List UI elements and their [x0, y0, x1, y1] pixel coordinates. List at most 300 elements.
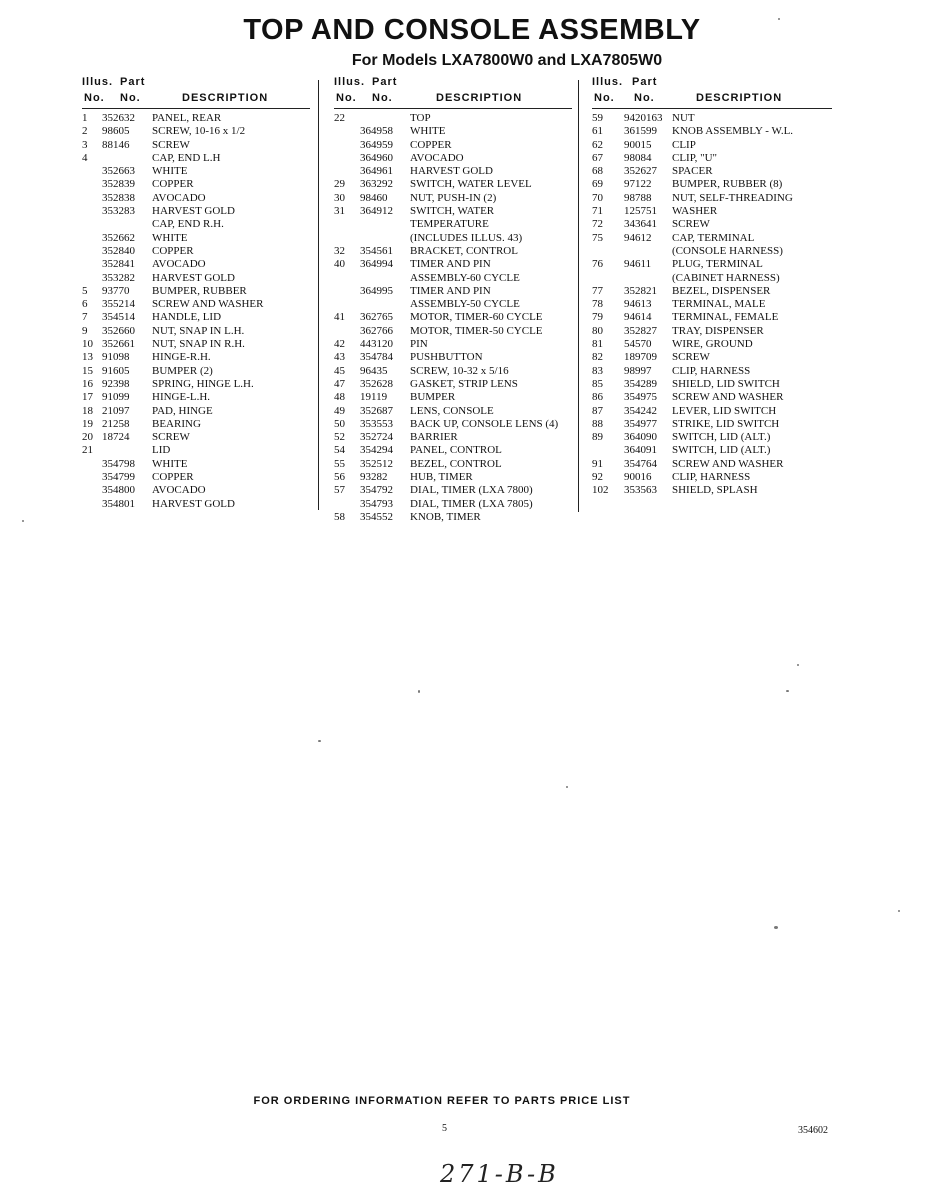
table-row: [334, 112, 572, 125]
part-description: SPRING, HINGE L.H.: [152, 377, 254, 390]
part-description: TOP: [410, 112, 431, 124]
table-row: [334, 405, 572, 418]
scan-speck: [566, 786, 568, 788]
part-description: PLUG, TERMINAL: [672, 258, 763, 271]
part-description: KNOB ASSEMBLY - W.L.: [672, 125, 794, 138]
table-row: [592, 205, 832, 218]
illus-number: 67: [592, 151, 603, 164]
illus-number: 40: [334, 258, 345, 271]
table-row: [334, 165, 572, 178]
part-description: COPPER: [410, 138, 452, 151]
table-row: [82, 178, 310, 191]
part-description: TEMPERATURE: [410, 218, 489, 231]
scan-speck: [774, 926, 778, 929]
table-row: [82, 431, 310, 444]
illus-number: 76: [592, 258, 603, 271]
part-number: 364961: [360, 165, 393, 178]
part-number: 352663: [102, 165, 135, 178]
illus-number: 61: [592, 125, 603, 138]
part-number: 94612: [624, 231, 652, 244]
scan-speck: [786, 690, 789, 692]
handwritten-note: 271-B-B: [440, 1160, 559, 1188]
table-row: [592, 178, 832, 191]
illus-number: 43: [334, 351, 345, 364]
illus-number: 92: [592, 471, 603, 484]
table-row: [334, 125, 572, 138]
part-number: 354784: [360, 351, 393, 364]
part-number: 98605: [102, 125, 130, 138]
table-row: [82, 471, 310, 484]
table-row: [592, 112, 832, 125]
part-description: CLIP, HARNESS: [672, 364, 751, 377]
part-number: 88146: [102, 138, 130, 151]
part-label: Part: [372, 76, 398, 88]
table-row: [592, 192, 832, 205]
part-number: 354764: [624, 457, 657, 470]
part-description: ASSEMBLY-60 CYCLE: [410, 271, 520, 284]
part-description: CLIP, "U": [672, 151, 718, 164]
part-number: 354792: [360, 484, 393, 497]
table-row: [82, 205, 310, 218]
part-number: 354799: [102, 471, 135, 484]
table-row: [82, 484, 310, 497]
table-row: [592, 391, 832, 404]
part-description: HANDLE, LID: [152, 311, 222, 324]
part-description: BUMPER, RUBBER (8): [672, 178, 783, 191]
table-row: [82, 391, 310, 404]
illus-number: 49: [334, 404, 345, 417]
part-description: SCREW, 10-16 x 1/2: [152, 125, 246, 138]
table-row: [82, 378, 310, 391]
part-number: 90015: [624, 138, 652, 151]
part-description: (CONSOLE HARNESS): [672, 244, 783, 257]
part-description: COPPER: [152, 244, 194, 257]
part-no-label: No.: [120, 92, 141, 104]
part-description: BACK UP, CONSOLE LENS (4): [410, 417, 559, 430]
scan-speck: [898, 910, 900, 912]
part-description: MOTOR, TIMER-50 CYCLE: [410, 324, 543, 337]
part-number: 21258: [102, 417, 130, 430]
part-description: WHITE: [152, 165, 188, 178]
part-description: NUT, PUSH-IN (2): [410, 191, 497, 204]
table-row: [592, 378, 832, 391]
illus-number: 2: [82, 125, 88, 138]
part-number: 97122: [624, 178, 652, 191]
part-description: BEZEL, DISPENSER: [672, 284, 771, 297]
part-number: 98997: [624, 364, 652, 377]
table-row: [82, 285, 310, 298]
illus-no-label: No.: [594, 92, 615, 104]
part-description: BEARING: [152, 417, 201, 430]
part-number: 343641: [624, 218, 657, 231]
part-description: LEVER, LID SWITCH: [672, 404, 777, 417]
part-description: AVOCADO: [152, 258, 206, 271]
part-description: DIAL, TIMER (LXA 7800): [410, 484, 533, 497]
illus-number: 13: [82, 351, 93, 364]
part-number: 352662: [102, 231, 135, 244]
table-row: [592, 258, 832, 271]
scan-speck: [22, 520, 24, 522]
part-description: AVOCADO: [152, 484, 206, 497]
table-row: [592, 471, 832, 484]
part-description: KNOB, TIMER: [410, 510, 481, 523]
illus-number: 69: [592, 178, 603, 191]
part-description: NUT, SNAP IN R.H.: [152, 338, 245, 351]
part-description: SCREW: [672, 351, 710, 364]
document-number: 354602: [798, 1125, 828, 1136]
part-description: HARVEST GOLD: [410, 165, 493, 178]
illus-number: 91: [592, 457, 603, 470]
part-description: (CABINET HARNESS): [672, 271, 780, 284]
illus-number: 31: [334, 205, 345, 218]
table-row: [334, 298, 572, 311]
illus-number: 50: [334, 417, 345, 430]
table-row: [82, 338, 310, 351]
part-description: HARVEST GOLD: [152, 497, 235, 510]
table-row: [592, 458, 832, 471]
illus-number: 30: [334, 191, 345, 204]
illus-number: 70: [592, 191, 603, 204]
scan-speck: [318, 740, 321, 742]
part-description: STRIKE, LID SWITCH: [672, 417, 780, 430]
table-row: [592, 139, 832, 152]
part-description: WIRE, GROUND: [672, 338, 753, 351]
part-description: SCREW AND WASHER: [152, 298, 264, 311]
table-row: [592, 272, 832, 285]
illus-label: Illus.: [82, 76, 114, 88]
part-description: COPPER: [152, 471, 194, 484]
table-row: [82, 218, 310, 231]
table-row: [82, 139, 310, 152]
illus-number: 3: [82, 138, 88, 151]
part-number: 362765: [360, 311, 393, 324]
table-row: [592, 285, 832, 298]
illus-no-label: No.: [336, 92, 357, 104]
part-number: 189709: [624, 351, 657, 364]
part-description: HARVEST GOLD: [152, 205, 235, 218]
illus-number: 58: [334, 510, 345, 523]
part-number: 93282: [360, 471, 388, 484]
part-description: SHIELD, SPLASH: [672, 484, 758, 497]
illus-number: 87: [592, 404, 603, 417]
table-row: [334, 471, 572, 484]
illus-label: Illus.: [334, 76, 366, 88]
table-row: [334, 431, 572, 444]
illus-number: 19: [82, 417, 93, 430]
illus-number: 9: [82, 324, 88, 337]
part-description: SCREW: [672, 218, 710, 231]
table-row: [82, 365, 310, 378]
ordering-note: FOR ORDERING INFORMATION REFER TO PARTS PRICE LIST: [253, 1095, 631, 1107]
illus-number: 86: [592, 391, 603, 404]
table-row: [82, 125, 310, 138]
table-row: [82, 458, 310, 471]
part-description: CLIP, HARNESS: [672, 471, 751, 484]
part-description: NUT: [672, 112, 695, 124]
part-description: GASKET, STRIP LENS: [410, 377, 518, 390]
part-number: 354289: [624, 377, 657, 390]
illus-number: 78: [592, 298, 603, 311]
part-description: CLIP: [672, 138, 696, 151]
part-number: 90016: [624, 471, 652, 484]
part-description: CAP, END R.H.: [152, 218, 224, 231]
illus-number: 7: [82, 311, 88, 324]
part-description: SWITCH, WATER: [410, 205, 495, 218]
illus-number: 80: [592, 324, 603, 337]
scan-speck: [778, 18, 780, 20]
illus-number: 54: [334, 444, 345, 457]
illus-number: 42: [334, 338, 345, 351]
table-row: [334, 178, 572, 191]
illus-number: 18: [82, 404, 93, 417]
part-number: 364912: [360, 205, 393, 218]
part-number: 94611: [624, 258, 652, 271]
part-number: 354977: [624, 417, 657, 430]
part-number: 352687: [360, 404, 393, 417]
part-description: SCREW: [152, 138, 190, 151]
part-number: 98084: [624, 151, 652, 164]
part-number: 352821: [624, 284, 657, 297]
header-rule: [334, 108, 572, 109]
part-number: 96435: [360, 364, 388, 377]
page-title: TOP AND CONSOLE ASSEMBLY: [243, 14, 701, 46]
scan-speck: [418, 690, 420, 693]
part-number: 352841: [102, 258, 135, 271]
table-row: [334, 511, 572, 524]
illus-number: 22: [334, 112, 345, 124]
table-row: [592, 338, 832, 351]
table-row: [82, 351, 310, 364]
illus-number: 52: [334, 431, 345, 444]
table-row: [334, 484, 572, 497]
part-label: Part: [120, 76, 146, 88]
part-description: BARRIER: [410, 431, 458, 444]
part-number: 91605: [102, 364, 130, 377]
table-row: [592, 405, 832, 418]
part-description: WHITE: [152, 231, 188, 244]
header-rule: [82, 108, 310, 109]
table-row: [82, 152, 310, 165]
part-description: SCREW AND WASHER: [672, 457, 784, 470]
table-row: [334, 258, 572, 271]
part-description: BUMPER (2): [152, 364, 213, 377]
part-number: 364959: [360, 138, 393, 151]
illus-number: 1: [82, 112, 88, 124]
table-row: [82, 232, 310, 245]
table-row: [82, 192, 310, 205]
part-description: PANEL, CONTROL: [410, 444, 502, 457]
illus-number: 16: [82, 377, 93, 390]
table-row: [592, 218, 832, 231]
part-description: CAP, END L.H: [152, 151, 221, 164]
table-row: [592, 311, 832, 324]
part-description: SHIELD, LID SWITCH: [672, 377, 780, 390]
part-number: 354514: [102, 311, 135, 324]
table-row: [592, 152, 832, 165]
part-number: 94614: [624, 311, 652, 324]
illus-number: 45: [334, 364, 345, 377]
part-description: AVOCADO: [410, 151, 464, 164]
part-number: 364994: [360, 258, 393, 271]
part-description: TERMINAL, MALE: [672, 298, 766, 311]
table-row: [592, 484, 832, 497]
page-subtitle: For Models LXA7800W0 and LXA7805W0: [351, 52, 663, 69]
table-row: [82, 498, 310, 511]
part-number: 91099: [102, 391, 130, 404]
part-description: CAP, TERMINAL: [672, 231, 755, 244]
illus-number: 79: [592, 311, 603, 324]
illus-number: 71: [592, 205, 603, 218]
part-number: 364090: [624, 431, 657, 444]
part-description: AVOCADO: [152, 191, 206, 204]
part-description: SCREW: [152, 431, 190, 444]
table-row: [334, 444, 572, 457]
part-description: MOTOR, TIMER-60 CYCLE: [410, 311, 543, 324]
illus-number: 56: [334, 471, 345, 484]
description-label: DESCRIPTION: [182, 92, 269, 104]
illus-number: 57: [334, 484, 345, 497]
illus-number: 55: [334, 457, 345, 470]
part-number: 94613: [624, 298, 652, 311]
part-description: BUMPER: [410, 391, 456, 404]
table-row: [82, 272, 310, 285]
part-number: 362766: [360, 324, 393, 337]
table-row: [334, 192, 572, 205]
table-row: [592, 365, 832, 378]
part-description: SCREW AND WASHER: [672, 391, 784, 404]
column-divider-2: [578, 80, 579, 512]
illus-number: 5: [82, 284, 88, 297]
part-description: BRACKET, CONTROL: [410, 244, 518, 257]
part-number: 354801: [102, 497, 135, 510]
column-divider-1: [318, 80, 319, 510]
part-label: Part: [632, 76, 658, 88]
part-number: 354975: [624, 391, 657, 404]
illus-number: 47: [334, 377, 345, 390]
illus-number: 83: [592, 364, 603, 377]
part-number: 352628: [360, 377, 393, 390]
parts-column-2: [334, 74, 572, 524]
illus-number: 48: [334, 391, 345, 404]
part-description: ASSEMBLY-50 CYCLE: [410, 298, 520, 311]
table-row: [334, 311, 572, 324]
part-description: SWITCH, WATER LEVEL: [410, 178, 532, 191]
part-description: NUT, SELF-THREADING: [672, 191, 793, 204]
part-description: SPACER: [672, 165, 713, 178]
illus-number: 20: [82, 431, 93, 444]
table-row: [82, 311, 310, 324]
part-number: 354561: [360, 244, 393, 257]
part-no-label: No.: [372, 92, 393, 104]
column-header: [334, 74, 572, 108]
part-number: 364958: [360, 125, 393, 138]
part-description: LID: [152, 444, 171, 457]
part-description: LENS, CONSOLE: [410, 404, 494, 417]
part-number: 352724: [360, 431, 393, 444]
part-number: 93770: [102, 284, 130, 297]
illus-number: 72: [592, 218, 603, 231]
part-number: 352838: [102, 191, 135, 204]
part-description: PUSHBUTTON: [410, 351, 483, 364]
part-number: 352827: [624, 324, 657, 337]
part-description: HUB, TIMER: [410, 471, 473, 484]
table-row: [592, 232, 832, 245]
part-description: BUMPER, RUBBER: [152, 284, 247, 297]
illus-number: 4: [82, 151, 88, 164]
part-number: 92398: [102, 377, 130, 390]
table-row: [592, 325, 832, 338]
part-number: 353553: [360, 417, 393, 430]
illus-number: 62: [592, 138, 603, 151]
part-description: TIMER AND PIN: [410, 258, 491, 271]
illus-number: 102: [592, 484, 609, 497]
part-number: 364995: [360, 284, 393, 297]
illus-number: 81: [592, 338, 603, 351]
part-number: 364960: [360, 151, 393, 164]
illus-number: 88: [592, 417, 603, 430]
column-header: [592, 74, 832, 108]
illus-number: 17: [82, 391, 93, 404]
part-number: 18724: [102, 431, 130, 444]
part-number: 352840: [102, 244, 135, 257]
part-description: SCREW, 10-32 x 5/16: [410, 364, 509, 377]
part-number: 361599: [624, 125, 657, 138]
part-description: WHITE: [152, 457, 188, 470]
table-row: [334, 205, 572, 218]
table-row: [334, 232, 572, 245]
part-number: 364091: [624, 444, 657, 457]
part-description: HINGE-R.H.: [152, 351, 211, 364]
illus-number: 85: [592, 377, 603, 390]
part-number: 352627: [624, 165, 657, 178]
part-description: TERMINAL, FEMALE: [672, 311, 779, 324]
part-description: DIAL, TIMER (LXA 7805): [410, 497, 533, 510]
illus-number: 6: [82, 298, 88, 311]
part-description: SWITCH, LID (ALT.): [672, 444, 771, 457]
part-number: 443120: [360, 338, 393, 351]
table-row: [334, 418, 572, 431]
part-description: PAD, HINGE: [152, 404, 213, 417]
table-row: [334, 498, 572, 511]
table-row: [82, 418, 310, 431]
illus-number: 75: [592, 231, 603, 244]
part-description: (INCLUDES ILLUS. 43): [410, 231, 523, 244]
illus-number: 68: [592, 165, 603, 178]
table-row: [82, 165, 310, 178]
part-number: 352839: [102, 178, 135, 191]
table-row: [334, 351, 572, 364]
table-row: [82, 405, 310, 418]
part-description: COPPER: [152, 178, 194, 191]
illus-number: 15: [82, 364, 93, 377]
illus-number: 59: [592, 112, 603, 124]
table-row: [334, 285, 572, 298]
table-row: [592, 245, 832, 258]
part-no-label: No.: [634, 92, 655, 104]
scan-speck: [797, 664, 799, 666]
part-number: 19119: [360, 391, 388, 404]
illus-number: 29: [334, 178, 345, 191]
part-description: WHITE: [410, 125, 446, 138]
part-number: 354793: [360, 497, 393, 510]
table-row: [592, 431, 832, 444]
illus-no-label: No.: [84, 92, 105, 104]
table-row: [334, 152, 572, 165]
table-row: [82, 245, 310, 258]
part-number: 355214: [102, 298, 135, 311]
part-number: 352660: [102, 324, 135, 337]
part-number: 354242: [624, 404, 657, 417]
